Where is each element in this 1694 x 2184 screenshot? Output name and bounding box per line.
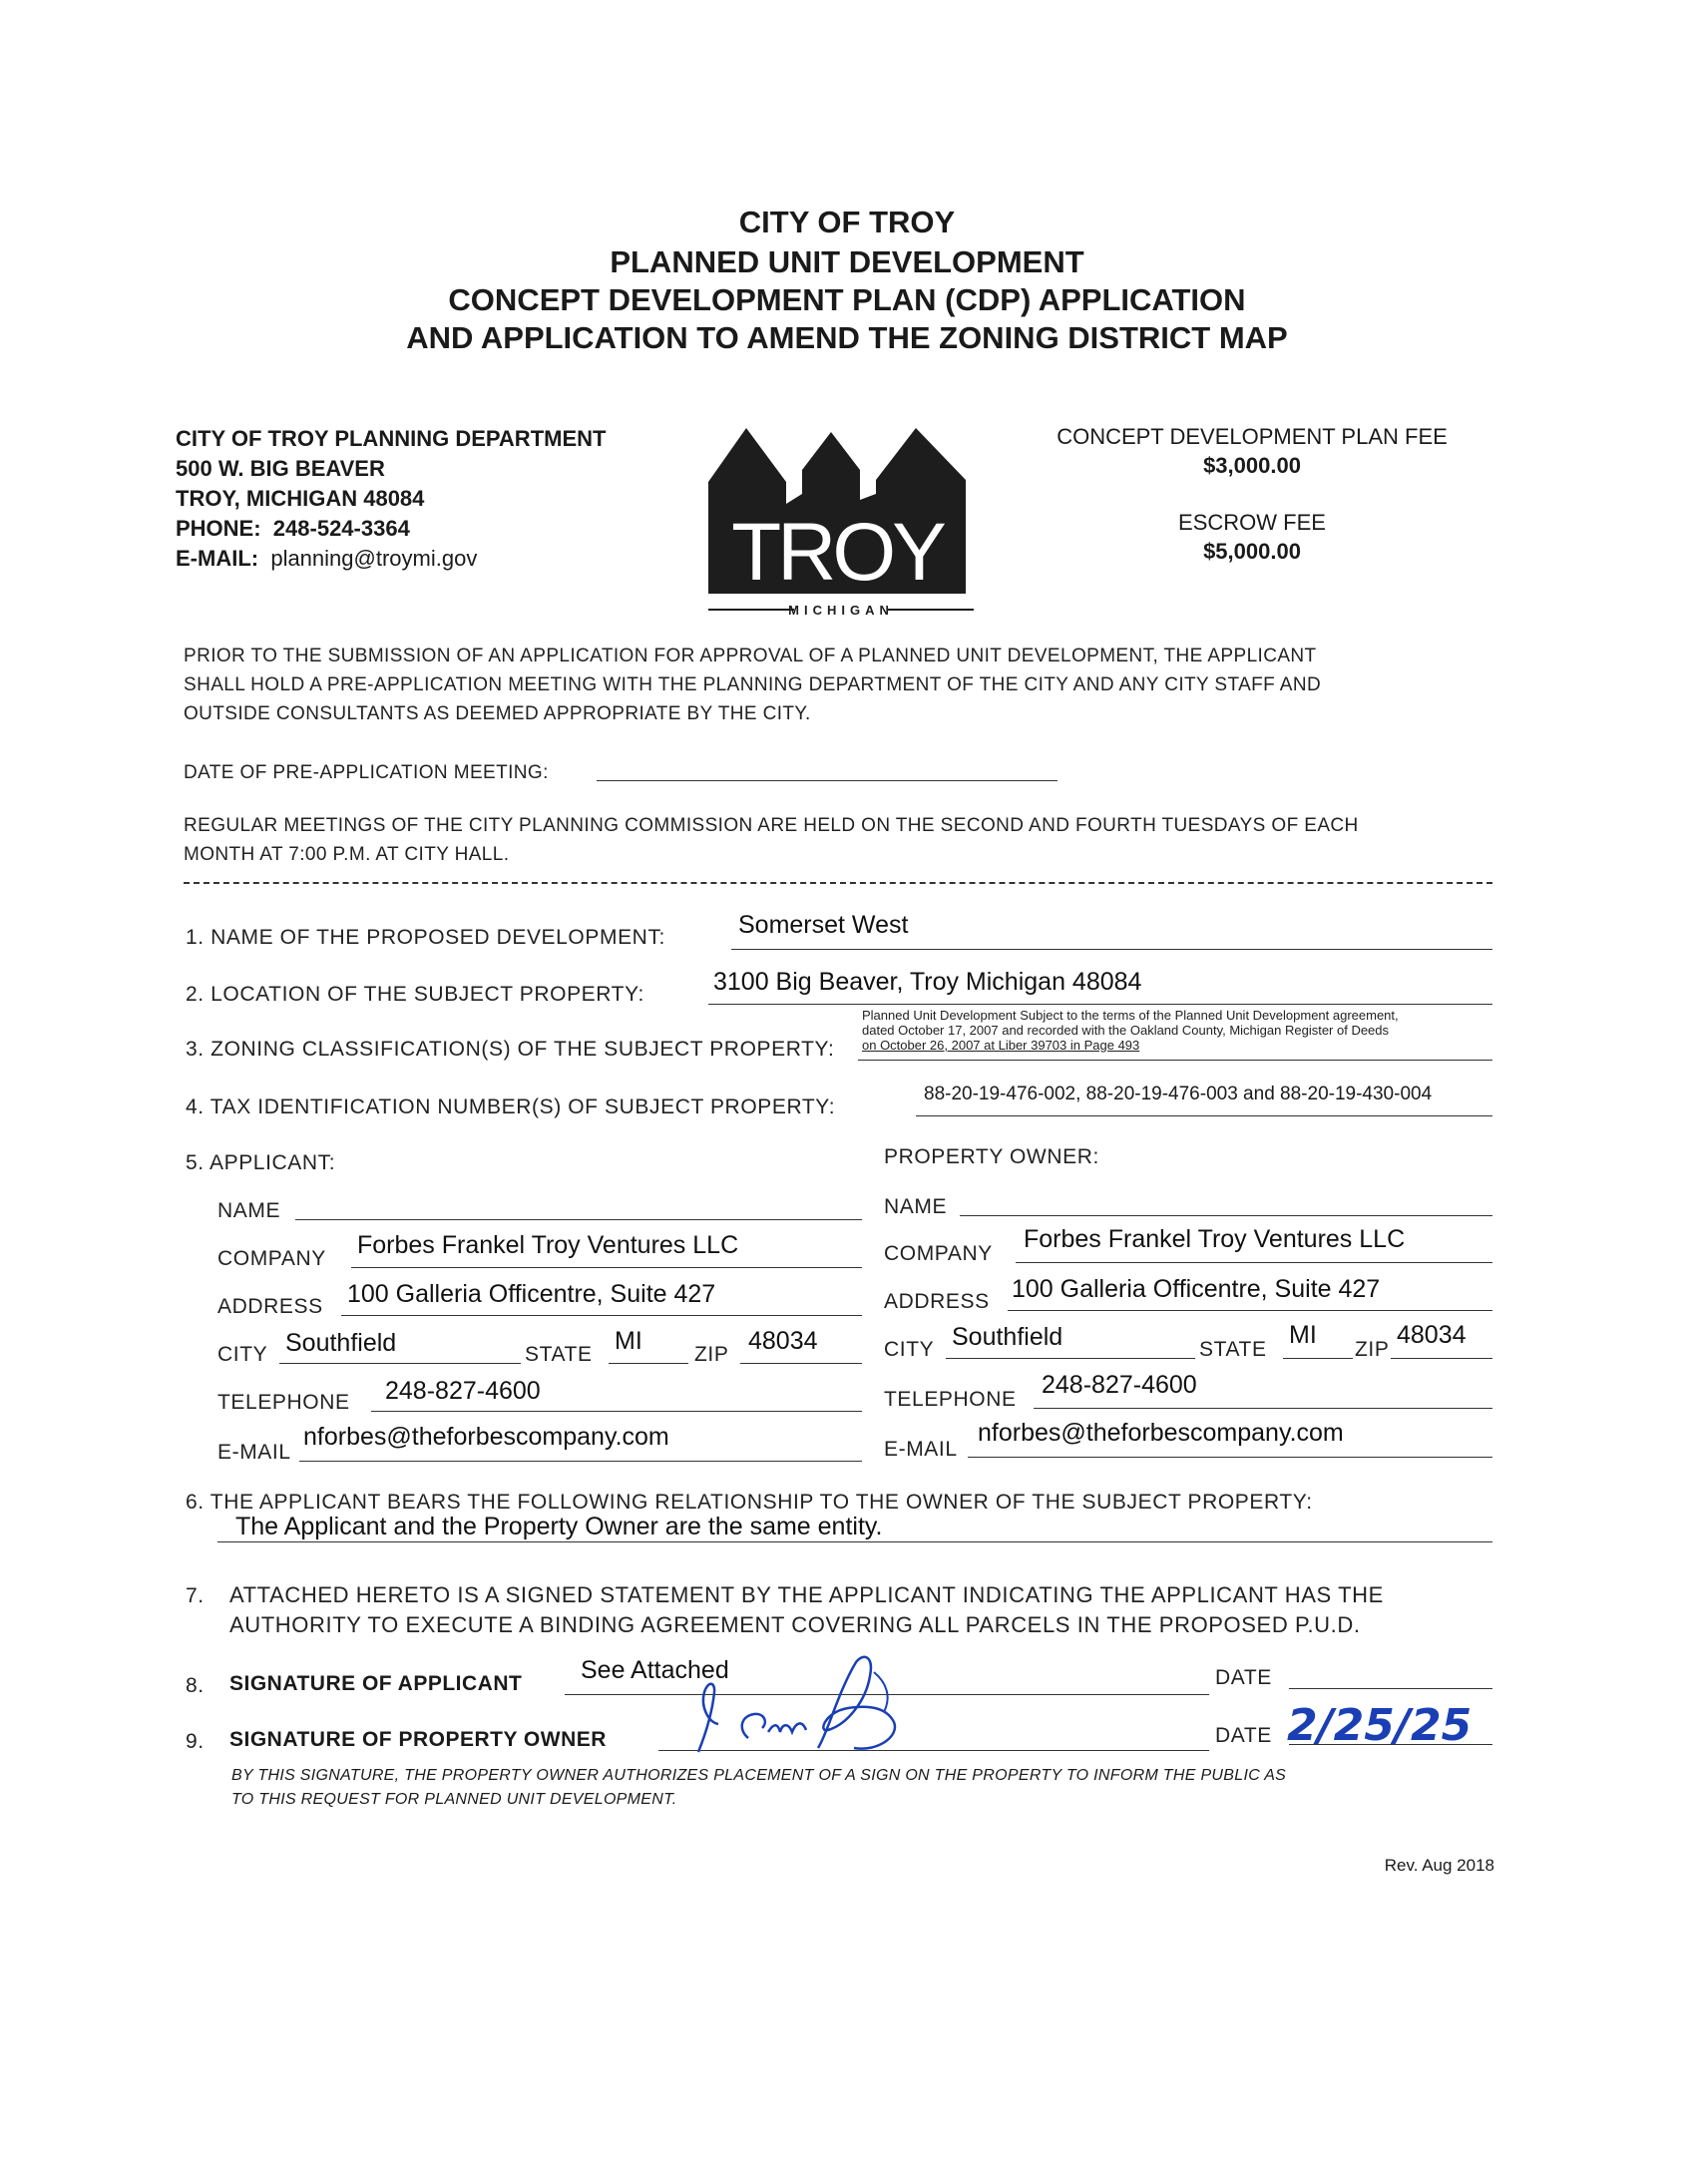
q4-line	[916, 1115, 1492, 1116]
owner-address-line	[1008, 1310, 1492, 1311]
logo-word: TROY	[731, 507, 943, 598]
q2-line	[708, 1004, 1492, 1005]
intro-line-1: PRIOR TO THE SUBMISSION OF AN APPLICATION FOR APPROVAL OF A PLANNED UNIT DEVELOPMENT, THE APPLICANT	[184, 646, 1317, 666]
applicant-company-label: COMPANY	[217, 1247, 326, 1270]
intro-line-3: OUTSIDE CONSULTANTS AS DEEMED APPROPRIATE BY THE CITY.	[184, 703, 811, 724]
pre-app-meeting-label: DATE OF PRE-APPLICATION MEETING:	[184, 762, 549, 783]
applicant-zip-label: ZIP	[694, 1343, 729, 1366]
owner-date-field[interactable]: 2/25/25	[1287, 1700, 1473, 1751]
owner-zip-field[interactable]: 48034	[1397, 1321, 1467, 1349]
department-email	[176, 544, 477, 574]
escrow-fee-amount: $5,000.00	[1203, 539, 1301, 564]
applicant-telephone-line	[371, 1411, 862, 1412]
applicant-email-field[interactable]: nforbes@theforbescompany.com	[303, 1423, 669, 1451]
applicant-date-label: DATE	[1215, 1666, 1272, 1689]
owner-city-label: CITY	[884, 1338, 935, 1361]
q1-label: 1. NAME OF THE PROPOSED DEVELOPMENT:	[186, 926, 665, 949]
owner-email-label: E-MAIL	[884, 1438, 958, 1461]
applicant-company-field[interactable]: Forbes Frankel Troy Ventures LLC	[357, 1231, 739, 1259]
disclaimer-line-1: BY THIS SIGNATURE, THE PROPERTY OWNER AUTHORIZES PLACEMENT OF A SIGN ON THE PROPERTY TO INFORM THE PUBLIC AS	[231, 1767, 1287, 1784]
applicant-address-line	[341, 1315, 862, 1316]
owner-address-label: ADDRESS	[884, 1290, 990, 1313]
applicant-city-label: CITY	[217, 1343, 268, 1366]
handwritten-signature-icon	[678, 1652, 938, 1762]
applicant-address-label: ADDRESS	[217, 1295, 323, 1318]
applicant-email-line	[299, 1461, 862, 1462]
title-line-3: CONCEPT DEVELOPMENT PLAN (CDP) APPLICATION	[448, 282, 1246, 317]
department-name: CITY OF TROY PLANNING DEPARTMENT	[176, 426, 607, 451]
title-line-2: PLANNED UNIT DEVELOPMENT	[610, 244, 1084, 279]
statement-line-1: ATTACHED HERETO IS A SIGNED STATEMENT BY THE APPLICANT INDICATING THE APPLICANT HAS THE	[229, 1582, 1384, 1607]
department-street: 500 W. BIG BEAVER	[176, 456, 385, 481]
owner-company-label: COMPANY	[884, 1242, 993, 1265]
applicant-signature-num: 8.	[186, 1674, 205, 1697]
meetings-line-1: REGULAR MEETINGS OF THE CITY PLANNING COMMISSION ARE HELD ON THE SECOND AND FOURTH TUESDAYS OF EACH	[184, 815, 1359, 836]
applicant-city-line	[279, 1363, 521, 1364]
phone-value: 248-524-3364	[272, 516, 410, 541]
email-value[interactable]: planning@troymi.gov	[270, 546, 478, 571]
department-city: TROY, MICHIGAN 48084	[176, 486, 425, 511]
applicant-address-field[interactable]: 100 Galleria Officentre, Suite 427	[347, 1280, 716, 1308]
zoning-line-3: on October 26, 2007 at Liber 39703 in Page 493	[862, 1038, 1140, 1053]
q4-label: 4. TAX IDENTIFICATION NUMBER(S) OF SUBJECT PROPERTY:	[186, 1095, 836, 1118]
applicant-zip-line	[740, 1363, 862, 1364]
owner-signature-num: 9.	[186, 1730, 205, 1753]
property-location-field[interactable]: 3100 Big Beaver, Troy Michigan 48084	[713, 968, 1142, 996]
q3-label: 3. ZONING CLASSIFICATION(S) OF THE SUBJECT PROPERTY:	[186, 1038, 835, 1061]
owner-company-field[interactable]: Forbes Frankel Troy Ventures LLC	[1024, 1225, 1406, 1253]
owner-name-label: NAME	[884, 1195, 948, 1218]
q2-label: 2. LOCATION OF THE SUBJECT PROPERTY:	[186, 983, 644, 1006]
owner-state-field[interactable]: MI	[1289, 1321, 1317, 1349]
owner-city-line	[946, 1358, 1195, 1359]
applicant-email-label: E-MAIL	[217, 1441, 291, 1464]
relationship-label: 6. THE APPLICANT BEARS THE FOLLOWING RELATIONSHIP TO THE OWNER OF THE SUBJECT PROPERTY:	[186, 1491, 1313, 1514]
email-label: E-MAIL:	[176, 546, 259, 571]
applicant-name-line	[295, 1219, 862, 1220]
phone-label: PHONE:	[176, 516, 261, 541]
applicant-name-label: NAME	[217, 1199, 281, 1222]
zoning-line-1: Planned Unit Development Subject to the terms of the Planned Unit Development agreement,	[862, 1008, 1399, 1023]
owner-telephone-label: TELEPHONE	[884, 1388, 1017, 1411]
owner-zip-line	[1391, 1358, 1492, 1359]
owner-state-label: STATE	[1199, 1338, 1267, 1361]
owner-city-field[interactable]: Southfield	[952, 1323, 1063, 1351]
development-name-field[interactable]: Somerset West	[738, 911, 909, 939]
owner-heading: PROPERTY OWNER:	[884, 1145, 1099, 1168]
applicant-company-line	[351, 1267, 862, 1268]
applicant-heading: 5. APPLICANT:	[186, 1151, 336, 1174]
owner-state-line	[1283, 1358, 1353, 1359]
applicant-date-line[interactable]	[1289, 1688, 1492, 1689]
relationship-field[interactable]: The Applicant and the Property Owner are the same entity.	[235, 1513, 883, 1540]
cdp-fee-label: CONCEPT DEVELOPMENT PLAN FEE	[1057, 424, 1448, 449]
tax-id-field[interactable]: 88-20-19-476-002, 88-20-19-476-003 and 88-20-19-430-004	[924, 1084, 1433, 1104]
escrow-fee-label: ESCROW FEE	[1178, 510, 1326, 535]
owner-telephone-line	[1034, 1408, 1492, 1409]
applicant-signature-label: SIGNATURE OF APPLICANT	[229, 1672, 523, 1695]
statement-line-2: AUTHORITY TO EXECUTE A BINDING AGREEMENT COVERING ALL PARCELS IN THE PROPOSED P.U.D.	[229, 1612, 1361, 1637]
zoning-classification-field[interactable]	[862, 1008, 1560, 1053]
applicant-state-field[interactable]: MI	[615, 1327, 642, 1355]
owner-signature-label: SIGNATURE OF PROPERTY OWNER	[229, 1728, 607, 1751]
owner-company-line	[1016, 1262, 1492, 1263]
title-line-4: AND APPLICATION TO AMEND THE ZONING DISTRICT MAP	[406, 320, 1288, 355]
applicant-telephone-label: TELEPHONE	[217, 1391, 350, 1414]
logo-sub: MICHIGAN	[788, 603, 894, 618]
troy-logo-graphic	[706, 424, 976, 619]
disclaimer-line-2: TO THIS REQUEST FOR PLANNED UNIT DEVELOPMENT.	[231, 1791, 677, 1808]
zoning-line-2: dated October 17, 2007 and recorded with the Oakland County, Michigan Register of Deeds	[862, 1023, 1390, 1038]
statement-num: 7.	[186, 1584, 205, 1607]
relationship-line	[217, 1541, 1492, 1542]
cdp-fee-amount: $3,000.00	[1203, 453, 1301, 478]
department-phone	[176, 514, 410, 544]
intro-line-2: SHALL HOLD A PRE-APPLICATION MEETING WITH THE PLANNING DEPARTMENT OF THE CITY AND ANY CITY STAFF AND	[184, 674, 1322, 695]
owner-email-line	[968, 1457, 1492, 1458]
owner-telephone-field[interactable]: 248-827-4600	[1042, 1371, 1197, 1399]
applicant-telephone-field[interactable]: 248-827-4600	[385, 1377, 541, 1405]
owner-name-line	[960, 1215, 1492, 1216]
pre-app-meeting-line[interactable]	[597, 780, 1058, 781]
q1-line	[731, 949, 1492, 950]
owner-address-field[interactable]: 100 Galleria Officentre, Suite 427	[1012, 1275, 1381, 1303]
section-divider	[184, 882, 1492, 884]
owner-date-label: DATE	[1215, 1724, 1272, 1747]
title-line-1: CITY OF TROY	[738, 205, 956, 239]
owner-email-field[interactable]: nforbes@theforbescompany.com	[978, 1419, 1344, 1447]
meetings-line-2: MONTH AT 7:00 P.M. AT CITY HALL.	[184, 844, 510, 865]
owner-zip-label: ZIP	[1355, 1338, 1390, 1361]
applicant-state-line	[609, 1363, 688, 1364]
applicant-signature-field[interactable]: See Attached	[581, 1656, 729, 1684]
revision-note: Rev. Aug 2018	[1384, 1856, 1494, 1875]
troy-logo	[706, 424, 976, 619]
applicant-zip-field[interactable]: 48034	[748, 1327, 818, 1355]
applicant-city-field[interactable]: Southfield	[285, 1329, 397, 1357]
q3-line	[858, 1060, 1492, 1061]
owner-signature-scribble[interactable]	[678, 1652, 938, 1762]
applicant-state-label: STATE	[525, 1343, 593, 1366]
